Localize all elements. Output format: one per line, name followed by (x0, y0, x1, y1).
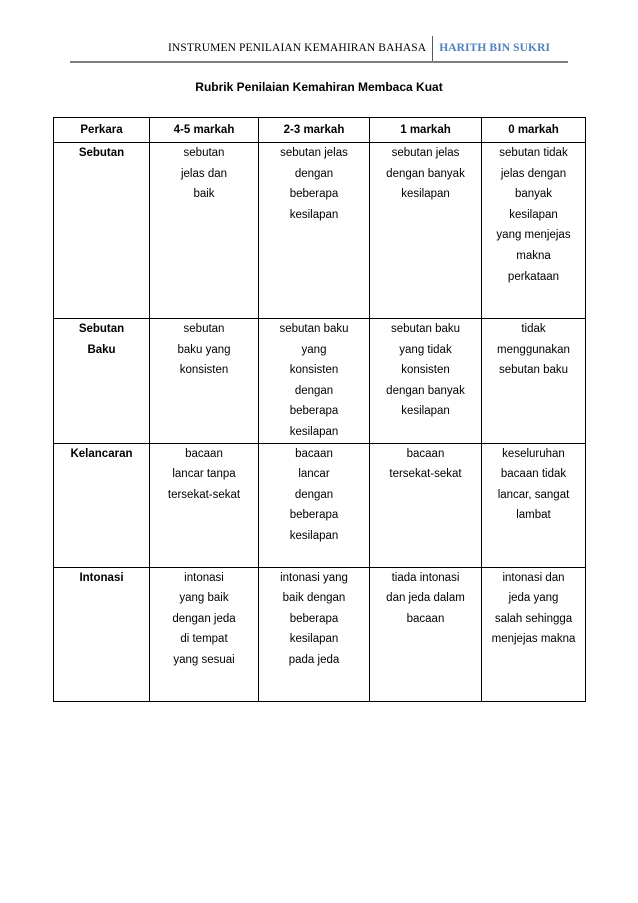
descriptor-text: kesilapan (401, 188, 450, 201)
criterion-cell (54, 143, 150, 319)
descriptor-cell (482, 443, 586, 567)
descriptor-text: sebutan baku (279, 323, 349, 335)
criterion-label: Baku (87, 343, 116, 356)
table-body (54, 143, 586, 702)
descriptor-text: konsisten (401, 364, 450, 377)
descriptor-cell (482, 319, 586, 444)
descriptor-text: tersekat-sekat (167, 488, 241, 501)
table-header-row (54, 118, 586, 143)
descriptor-text: yang menjejas (496, 229, 571, 242)
descriptor-text: kesilapan (509, 208, 558, 221)
header-rule (70, 61, 568, 63)
column-header: 2-3 markah (259, 118, 370, 143)
descriptor-text: menjejas makna (491, 633, 576, 646)
header-title: INSTRUMEN PENILAIAN KEMAHIRAN BAHASA (168, 42, 427, 54)
descriptor-text: bacaan (185, 447, 223, 460)
descriptor-cell (370, 143, 482, 319)
descriptor-text: sebutan baku (498, 364, 569, 377)
descriptor-text: yang sesuai (173, 653, 235, 666)
descriptor-cell (150, 443, 259, 567)
descriptor-cell (259, 143, 370, 319)
descriptor-text: kesilapan (289, 208, 339, 221)
descriptor-cell (259, 319, 370, 444)
descriptor-text: kesilapan (289, 633, 339, 646)
criterion-cell (54, 443, 150, 567)
table-row (54, 143, 586, 319)
descriptor-text: jelas dengan (500, 167, 567, 180)
descriptor-text: tiada intonasi (391, 571, 460, 584)
column-header: 4-5 markah (150, 118, 259, 143)
column-header: 1 markah (370, 118, 482, 143)
table-row (54, 443, 586, 567)
descriptor-text: yang (301, 343, 327, 356)
descriptor-text: bacaan (406, 612, 445, 625)
descriptor-text: yang baik (179, 592, 229, 605)
descriptor-text: perkataan (507, 270, 560, 283)
descriptor-text: beberapa (289, 612, 339, 625)
descriptor-text: dan jeda dalam (386, 592, 465, 605)
descriptor-cell (259, 443, 370, 567)
header-author: HARITH BIN SUKRI (439, 42, 551, 54)
descriptor-text: konsisten (179, 364, 229, 377)
descriptor-text: dengan jeda (172, 612, 236, 625)
descriptor-text: sebutan (183, 147, 225, 159)
descriptor-cell (370, 319, 482, 444)
descriptor-text: intonasi yang (280, 571, 348, 584)
descriptor-cell (259, 567, 370, 701)
table-row (54, 567, 586, 701)
document-title: Rubrik Penilaian Kemahiran Membaca Kuat (195, 80, 443, 94)
criterion-label: Kelancaran (70, 447, 133, 460)
descriptor-text: dengan (294, 488, 334, 501)
descriptor-text: yang tidak (399, 343, 452, 356)
descriptor-text: di tempat (180, 633, 228, 646)
descriptor-text: bacaan tidak (500, 468, 567, 481)
descriptor-text: sebutan baku (390, 323, 461, 335)
descriptor-text: baik (193, 188, 215, 201)
column-header: Perkara (54, 118, 150, 143)
descriptor-text: keseluruhan (502, 447, 565, 460)
descriptor-cell (150, 319, 259, 444)
descriptor-text: sebutan tidak (499, 147, 568, 159)
descriptor-text: banyak (514, 188, 553, 201)
criterion-label: Intonasi (79, 571, 124, 584)
descriptor-text: kesilapan (401, 405, 450, 418)
descriptor-cell (370, 567, 482, 701)
descriptor-cell (482, 567, 586, 701)
descriptor-text: sebutan jelas (391, 147, 460, 159)
criterion-label: Sebutan (78, 147, 125, 159)
descriptor-text: dengan banyak (386, 384, 465, 397)
descriptor-cell (370, 443, 482, 567)
column-header: 0 markah (482, 118, 586, 143)
descriptor-text: jelas dan (180, 167, 228, 180)
descriptor-text: kesilapan (289, 529, 339, 542)
descriptor-text: dengan (294, 167, 334, 180)
descriptor-text: bacaan (295, 447, 333, 460)
descriptor-text: intonasi dan (502, 571, 565, 584)
descriptor-text: makna (516, 249, 551, 262)
descriptor-text: bacaan (406, 447, 445, 460)
descriptor-text: menggunakan (497, 343, 570, 356)
rubric-table (53, 117, 586, 702)
descriptor-text: tidak (521, 323, 546, 335)
descriptor-cell (150, 567, 259, 701)
descriptor-text: lancar, sangat (497, 488, 570, 501)
descriptor-text: lambat (516, 509, 551, 522)
descriptor-text: baku yang (177, 343, 231, 356)
page-header (168, 40, 550, 62)
descriptor-text: dengan (294, 384, 334, 397)
descriptor-text: sebutan jelas (280, 147, 348, 159)
descriptor-cell (150, 143, 259, 319)
criterion-cell (54, 319, 150, 444)
descriptor-text: dengan banyak (386, 167, 465, 180)
descriptor-text: baik dengan (282, 592, 346, 605)
criterion-cell (54, 567, 150, 701)
descriptor-text: beberapa (289, 405, 339, 418)
descriptor-text: lancar tanpa (172, 468, 236, 481)
descriptor-text: kesilapan (289, 425, 339, 438)
descriptor-text: pada jeda (288, 653, 340, 666)
table-row (54, 319, 586, 444)
descriptor-text: lancar (298, 468, 330, 481)
criterion-label: Sebutan (78, 323, 125, 335)
descriptor-text: salah sehingga (494, 612, 573, 625)
descriptor-cell (482, 143, 586, 319)
descriptor-text: konsisten (289, 364, 339, 377)
descriptor-text: jeda yang (508, 592, 559, 605)
descriptor-text: beberapa (289, 509, 339, 522)
descriptor-text: beberapa (289, 188, 339, 201)
descriptor-text: tersekat-sekat (389, 468, 462, 481)
descriptor-text: sebutan (183, 323, 225, 335)
descriptor-text: intonasi (184, 571, 224, 584)
